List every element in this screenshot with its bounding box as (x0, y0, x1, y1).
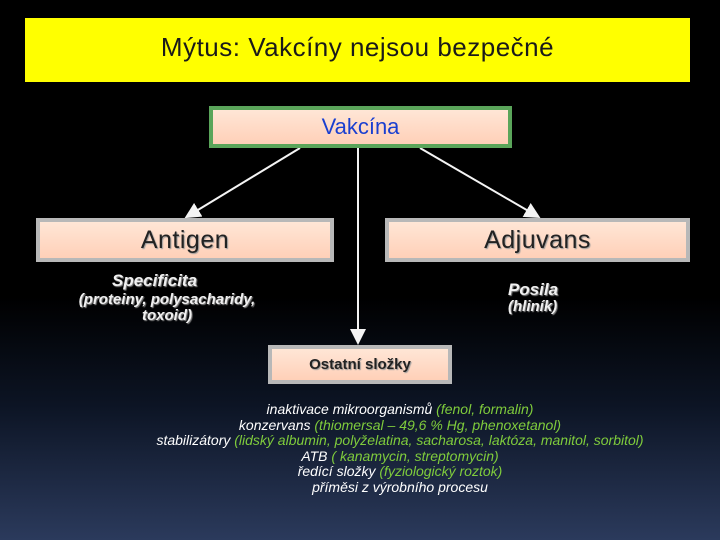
antigen-label: Antigen (140, 225, 230, 254)
list-item: ATB ( kanamycin, streptomycin) (301, 447, 499, 464)
adjuvans-box (385, 218, 690, 262)
ostatni-slozky-box (268, 345, 452, 384)
list-item: stabilizátory (lidský albumin, polyželatina, sacharosa, laktóza, manitol, sorbitol) (156, 432, 644, 448)
arrow-to-antigen (188, 148, 300, 216)
list-item: příměsi z výrobního procesu (312, 478, 488, 495)
adjuvans-label: Adjuvans (484, 225, 591, 254)
posila-label: Posila (508, 280, 559, 299)
adjuvans-examples: (hliník) (508, 298, 558, 315)
vakcina-box (209, 106, 512, 148)
antigen-box (36, 218, 334, 262)
list-item: konzervans (thiomersal – 49,6 % Hg, phenoxetanol) (238, 416, 562, 433)
arrow-to-adjuvans (420, 148, 537, 216)
specificita-label: Specificita (112, 271, 198, 290)
list-item: inaktivace mikroorganismů (fenol, formalin) (266, 401, 534, 417)
list-item: ředící složky (fyziologický roztok) (297, 463, 503, 479)
page-title: Mýtus: Vakcíny nejsou bezpečné (160, 31, 555, 62)
antigen-examples: (proteiny, polysacharidy, toxoid) (78, 291, 256, 324)
vakcina-label: Vakcína (321, 114, 400, 139)
ostatni-slozky-label: Ostatní složky (309, 356, 411, 373)
components-list (80, 402, 720, 495)
